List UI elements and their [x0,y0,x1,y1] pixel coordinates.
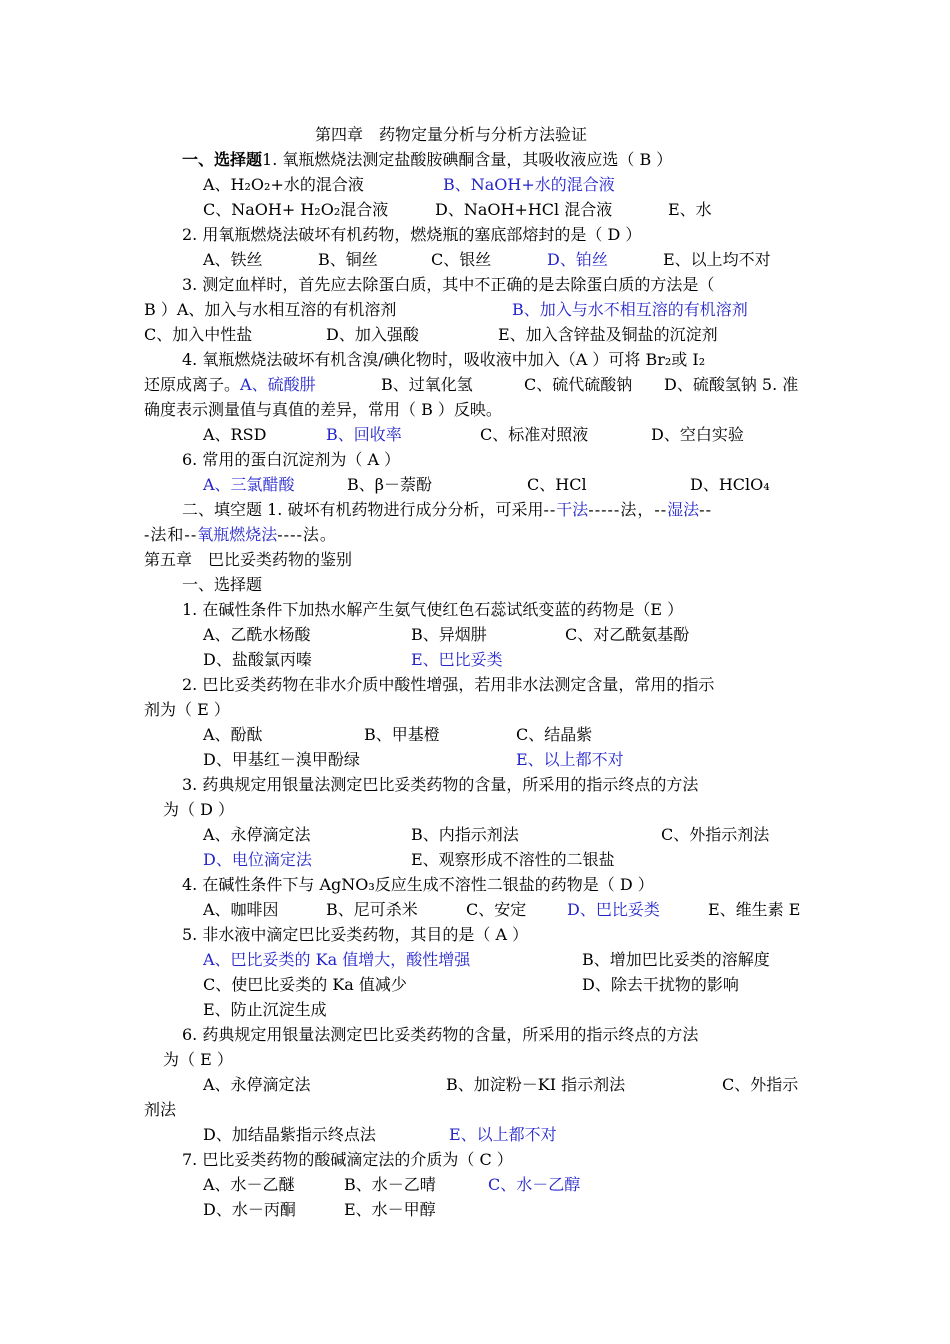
option: C、加入中性盐 [144,325,253,344]
option: A、永停滴定法 [203,1075,311,1094]
option: E、水－甲醇 [344,1200,436,1219]
answer-option: D、电位滴定法 [203,850,312,869]
chapter-4-title: 第四章 药物定量分析与分析方法验证 [315,125,588,144]
question-cont: 确度表示测量值与真值的差异，常用（ B ）反映。 [144,400,502,419]
fill-question [182,500,712,520]
option: A、RSD [203,425,267,444]
option: B、过氧化氢 [381,375,473,394]
answer-option: D、巴比妥类 [567,900,660,919]
option: A、H₂O₂+水的混合液 [203,175,364,194]
option: E、以上均不对 [663,250,771,269]
option: A、酚酞 [203,725,263,744]
option: A、咖啡因 [203,900,279,919]
option: E、加入含锌盐及铜盐的沉淀剂 [498,325,718,344]
option: D、NaOH+HCl 混合液 [435,200,613,219]
option: B、β－萘酚 [347,475,433,494]
section-label: 一、选择题 [182,575,263,594]
question-stem: 6. 常用的蛋白沉淀剂为（ A ） [182,450,401,469]
fill-question [144,525,337,545]
option: A、水－乙醚 [203,1175,295,1194]
option: C、结晶紫 [516,725,593,744]
option: B、甲基橙 [364,725,440,744]
option: C、对乙酰氨基酚 [565,625,690,644]
option: E、维生素 E [708,900,801,919]
option: B、加淀粉－KI 指示剂法 [446,1075,626,1094]
option: C、外指示剂法 [661,825,770,844]
answer-option: A、三氯醋酸 [203,475,295,494]
answer-option: D、铂丝 [547,250,608,269]
option: A、乙酰水杨酸 [203,625,311,644]
fill-text: 二、填空题 1. 破坏有机药物进行成分分析，可采用 [182,500,544,519]
option: C、硫代硫酸钠 [524,375,633,394]
option: C、安定 [466,900,527,919]
option: B、水－乙晴 [344,1175,436,1194]
question-stem: 3. 药典规定用银量法测定巴比妥类药物的含量，所采用的指示终点的方法 [182,775,699,794]
option-cont: 剂法 [144,1100,177,1119]
fill-blank: -----法，-- [588,500,668,519]
question-cont: B ）A、加入与水相互溶的有机溶剂 [144,300,397,319]
answer-option: A、硫酸肼 [240,375,316,394]
answer-option: C、水－乙醇 [488,1175,581,1194]
answer-option: A、巴比妥类的 Ka 值增大，酸性增强 [203,950,471,969]
option: B、内指示剂法 [411,825,519,844]
question-cont: 剂为（ E ） [144,700,230,719]
option: D、水－丙酮 [203,1200,296,1219]
option: C、NaOH+ H₂O₂混合液 [203,200,389,219]
option: D、硫酸氢钠 5. 准 [664,375,799,394]
option: B、异烟肼 [411,625,487,644]
answer-option: E、巴比妥类 [411,650,503,669]
question-stem: 5. 非水液中滴定巴比妥类药物，其目的是（ A ） [182,925,529,944]
question-stem: 6. 药典规定用银量法测定巴比妥类药物的含量，所采用的指示终点的方法 [182,1025,699,1044]
question-stem: 7. 巴比妥类药物的酸碱滴定法的介质为（ C ） [182,1150,513,1169]
answer-option: B、NaOH+水的混合液 [443,175,615,194]
section-line [182,150,672,170]
question-stem: 2. 巴比妥类药物在非水介质中酸性增强，若用非水法测定含量，常用的指示 [182,675,715,694]
option: C、使巴比妥类的 Ka 值减少 [203,975,407,994]
option: E、观察形成不溶性的二银盐 [411,850,615,869]
chapter-5-title: 第五章 巴比妥类药物的鉴别 [144,550,353,569]
fill-answer: 干法 [556,500,589,519]
fill-answer: 湿法 [667,500,700,519]
answer-option: E、以上都不对 [516,750,624,769]
option: E、防止沉淀生成 [203,1000,327,1019]
option: D、甲基红－溴甲酚绿 [203,750,360,769]
option: A、铁丝 [203,250,263,269]
question-stem: 3. 测定血样时，首先应去除蛋白质，其中不正确的是去除蛋白质的方法是（ [182,275,715,294]
option: C、外指示 [722,1075,799,1094]
option: B、铜丝 [318,250,378,269]
question-stem: 4. 在碱性条件下与 AgNO₃反应生成不溶性二银盐的药物是（ D ） [182,875,654,894]
fill-answer: 氧瓶燃烧法 [197,525,278,544]
section-label: 一、选择题 [182,150,263,169]
option: D、加入强酸 [326,325,419,344]
question-stem: 1. 氧瓶燃烧法测定盐酸胺碘酮含量，其吸收液应选（ B ） [262,150,673,169]
option: C、HCl [527,475,587,494]
option: D、盐酸氯丙嗪 [203,650,312,669]
option: E、水 [668,200,712,219]
option: D、空白实验 [651,425,744,444]
question-cont: 为（ E ） [163,1050,233,1069]
option: A、永停滴定法 [203,825,311,844]
fill-blank: -- [543,500,557,519]
fill-blank: -- [699,500,712,519]
question-stem: 1. 在碱性条件下加热水解产生氨气使红色石蕊试纸变蓝的药物是（E ） [182,600,684,619]
option: C、标准对照液 [480,425,589,444]
answer-option: B、加入与水不相互溶的有机溶剂 [512,300,748,319]
question-cont: 为（ D ） [163,800,235,819]
fill-text: -法和-- [144,525,198,544]
question-stem: 2. 用氧瓶燃烧法破坏有机药物，燃烧瓶的塞底部熔封的是（ D ） [182,225,642,244]
question-stem: 4. 氧瓶燃烧法破坏有机含溴/碘化物时，吸收液中加入（A ）可将 Br₂或 I₂ [182,350,706,369]
option: B、尼可杀米 [326,900,418,919]
option: D、除去干扰物的影响 [582,975,739,994]
option: C、银丝 [431,250,492,269]
question-line [144,375,316,395]
question-cont: 还原成离子。 [144,375,241,394]
option: D、HClO₄ [690,475,770,494]
option: B、增加巴比妥类的溶解度 [582,950,770,969]
option: D、加结晶紫指示终点法 [203,1125,376,1144]
answer-option: B、回收率 [326,425,402,444]
answer-option: E、以上都不对 [449,1125,557,1144]
fill-text: ----法。 [277,525,337,544]
